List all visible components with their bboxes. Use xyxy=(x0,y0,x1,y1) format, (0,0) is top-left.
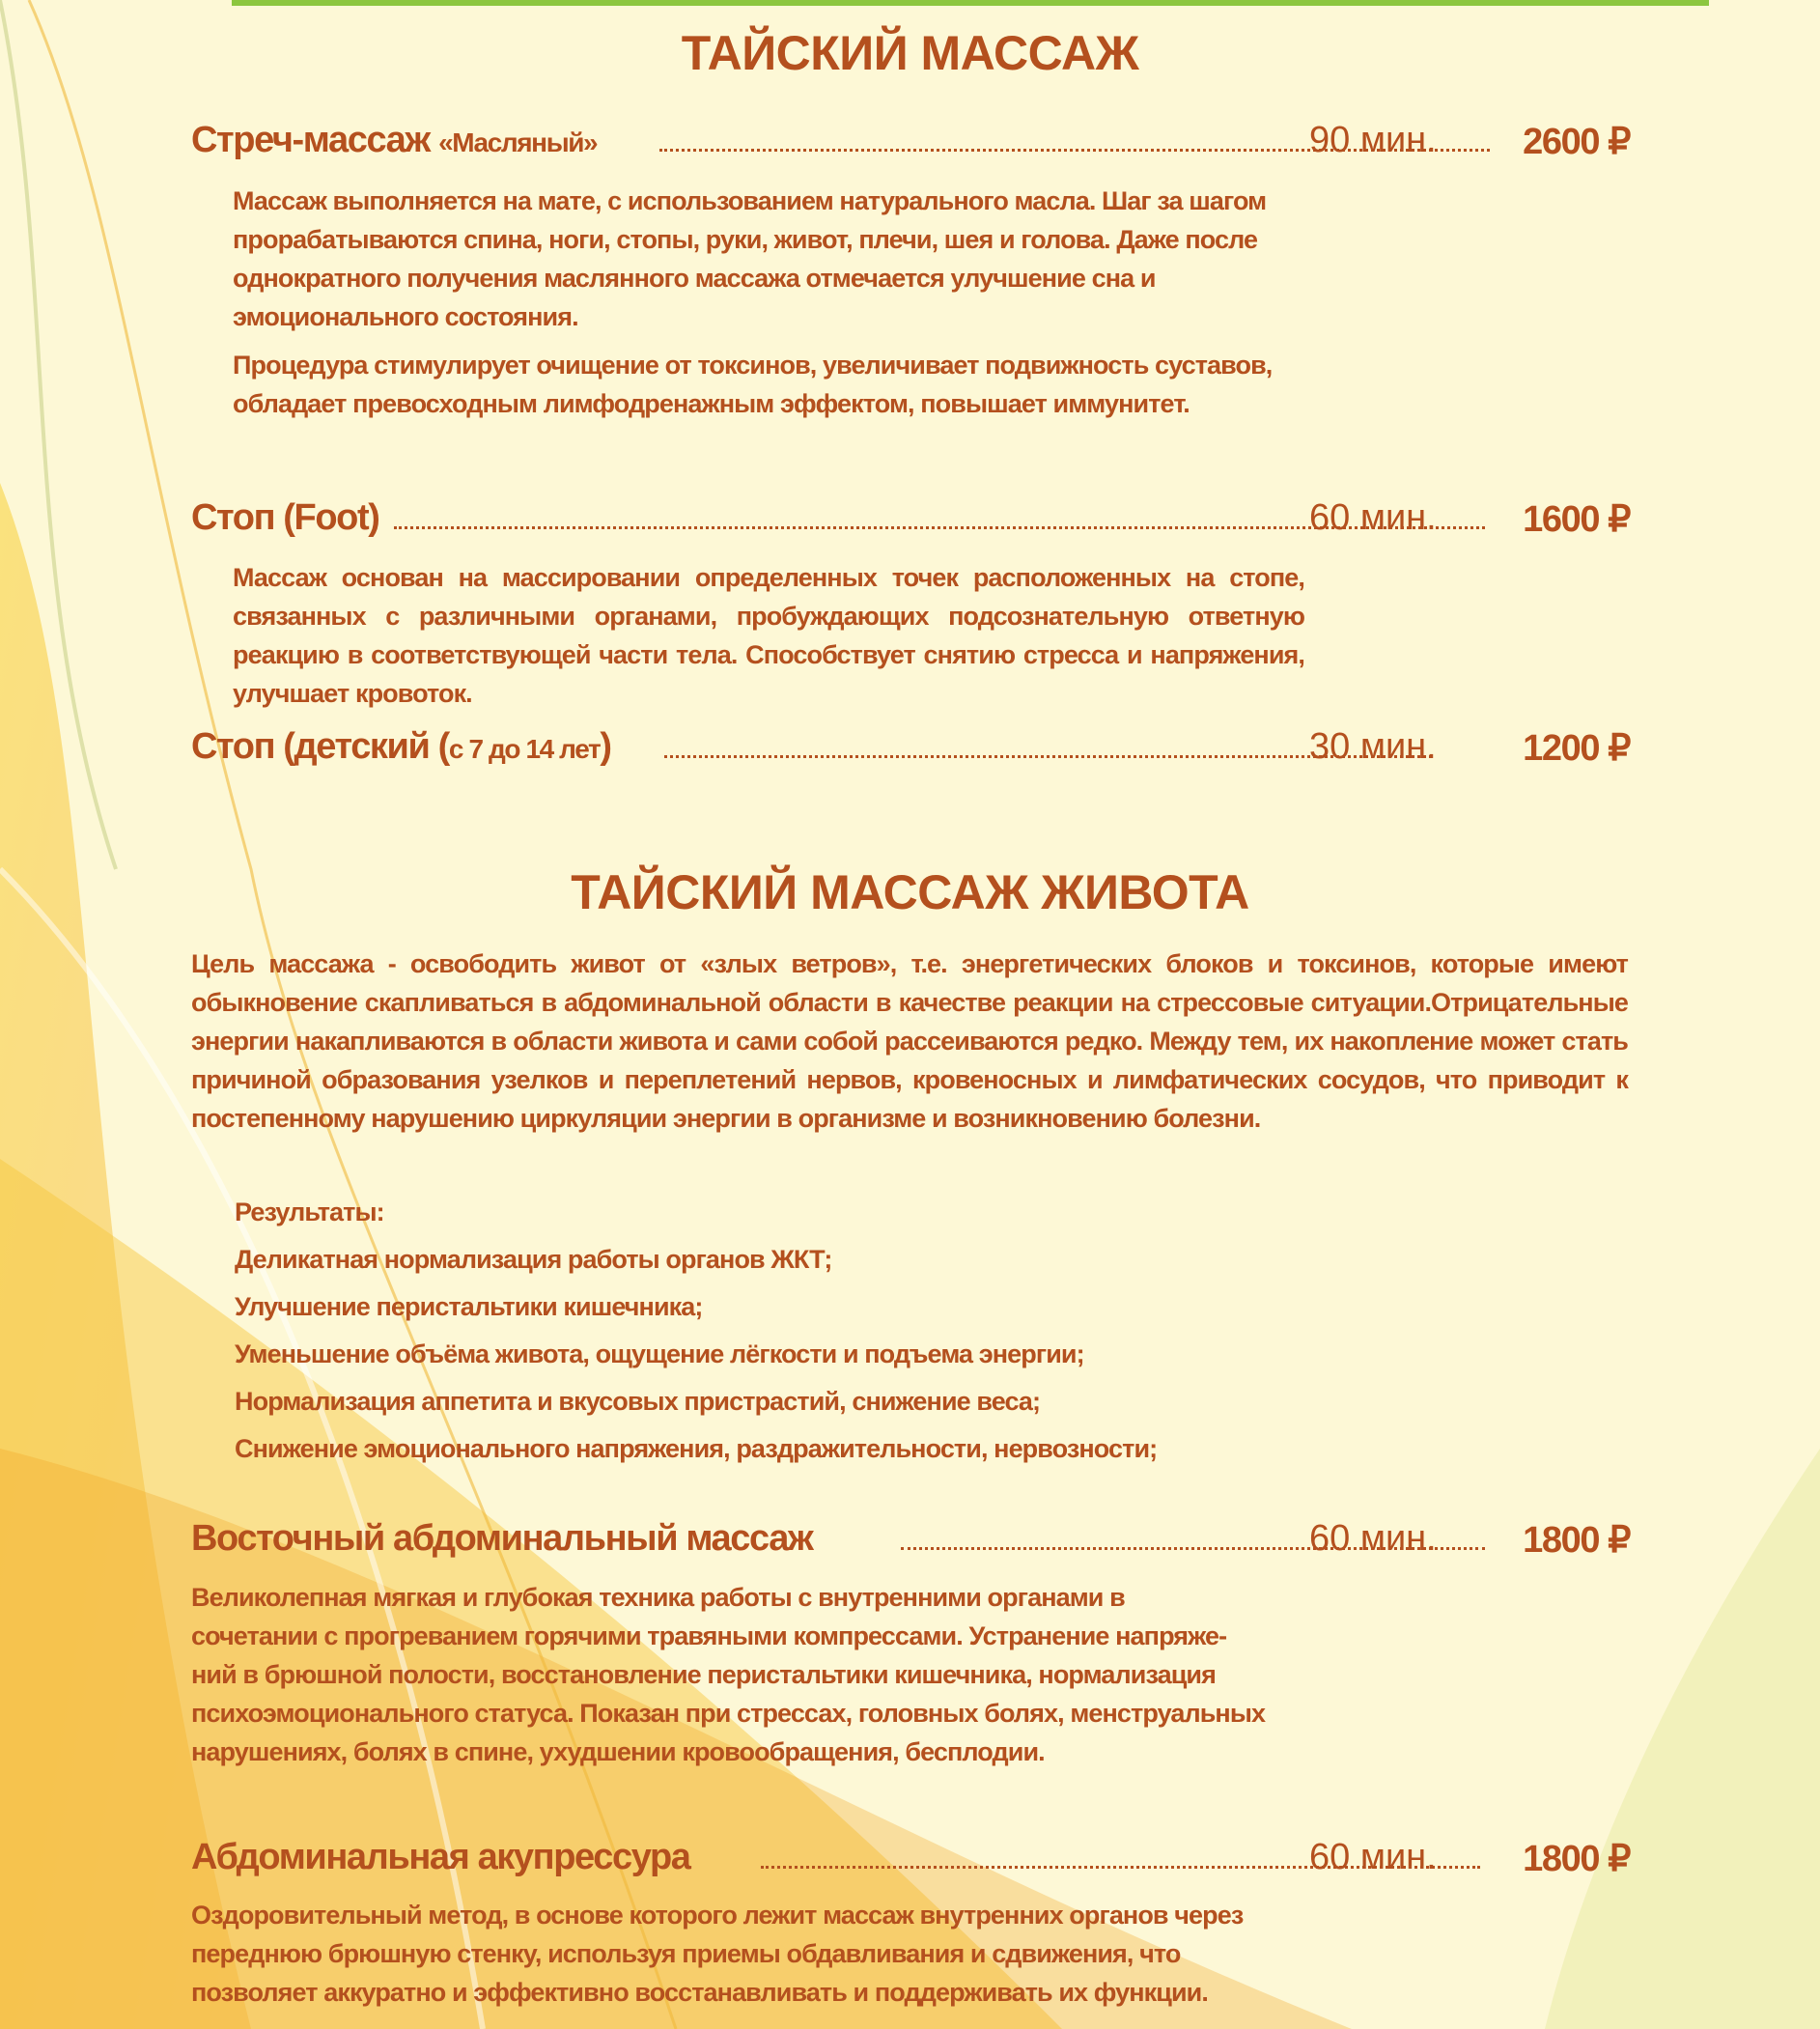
service-price: 2600 ₽ xyxy=(1523,122,1630,162)
list-item: Улучшение перистальтики кишечника; xyxy=(235,1292,703,1321)
service-name: Абдоминальная акупрессура xyxy=(191,1837,690,1877)
service-duration: 60 мин. xyxy=(1309,497,1437,538)
service-row xyxy=(191,1518,1630,1566)
service-description: Массаж выполняется на мате, с использованием натурального масла. Шаг за шагом прорабатываются спина, ноги, стопы, руки, живот, плечи, шея и голова. Даже после однократного получения маслянного массажа отмечается улучшение сна и эмоционального состояния. Процедура стимулирует очищение от токсинов, увеличивает подвижность суставов, обладает превосходным лимфодренажным эффектом, повышает иммунитет. xyxy=(233,186,1273,418)
section-title: ТАЙСКИЙ МАССАЖ xyxy=(681,26,1139,80)
list-item: Нормализация аппетита и вкусовых пристрастий, снижение веса; xyxy=(235,1387,1041,1416)
list-item: Деликатная нормализация работы органов ЖКТ; xyxy=(235,1245,832,1274)
service-duration: 60 мин. xyxy=(1309,1837,1437,1877)
service-row xyxy=(191,120,1630,168)
service-name: Стоп (детский ( xyxy=(191,726,449,767)
service-row xyxy=(191,1837,1630,1885)
service-row xyxy=(191,497,1630,546)
section-title: ТАЙСКИЙ МАССАЖ ЖИВОТА xyxy=(571,865,1249,919)
top-accent-line xyxy=(232,0,1709,6)
service-description: Великолепная мягкая и глубокая техника работы с внутренними органами в сочетании с прогреванием горячими травяными компрессами. Устранение напряже- ний в брюшной полости, восстановление перистальтики кишечника, нормализация психоэмоционального статуса. Показан при стрессах, головных болях, менструальных нарушениях, болях в спине, ухудшении кровообращения, бесплодии. xyxy=(191,1583,1266,1766)
service-name-sub: с 7 до 14 лет xyxy=(448,734,601,764)
service-duration: 30 мин. xyxy=(1309,726,1437,767)
service-price: 1600 ₽ xyxy=(1523,499,1630,540)
service-name: Стоп (Foot) xyxy=(191,497,379,538)
service-description: Массаж основан на массировании определенных точек расположенных на стопе, связанных с различными органами, пробуждающих подсознательную ответную реакцию в соответствующей части тела. Способствует снятию стресса и напряжения, улучшает кровоток. xyxy=(233,563,1304,708)
list-item: Снижение эмоционального напряжения, раздражительности, нервозности; xyxy=(235,1434,1158,1463)
service-row: Стоп (детский (с 7 до 14 лет) 30 мин. 1200 ₽ xyxy=(191,726,1630,769)
service-price: 1800 ₽ xyxy=(1523,1520,1630,1561)
service-name: Стреч-массаж xyxy=(191,120,439,160)
results-label: Результаты: xyxy=(235,1198,384,1226)
service-price: 1800 ₽ xyxy=(1523,1839,1630,1879)
service-description: Оздоровительный метод, в основе которого лежит массаж внутренних органов через переднюю брюшную стенку, используя приемы обдавливания и сдвижения, что позволяет аккуратно и эффективно восстанавливать и поддерживать их функции. xyxy=(191,1901,1244,2007)
results-list xyxy=(235,1189,1490,1473)
service-price: 1200 ₽ xyxy=(1523,728,1630,769)
service-name: Восточный абдоминальный массаж xyxy=(191,1518,813,1559)
service-duration: 60 мин. xyxy=(1309,1518,1437,1559)
service-name-sub: «Масляный» xyxy=(438,127,598,157)
service-duration: 90 мин. xyxy=(1309,120,1437,160)
section-intro: Цель массажа - освободить живот от «злых ветров», т.е. энергетических блоков и токсинов, которые имеют обыкновение скапливаться в абдоминальной области в качестве реакции на стрессовые ситуации.Отрицательные энергии накапливаются в области живота и сами собой рассеиваются редко. Между тем, их накопление может стать причиной образования узелков и переплетений нервов, кровеносных и лимфатических сосудов, что приводит к постепенному нарушению циркуляции энергии в организме и возникновению болезни. xyxy=(191,949,1628,1133)
list-item: Уменьшение объёма живота, ощущение лёгкости и подъема энергии; xyxy=(235,1339,1084,1368)
